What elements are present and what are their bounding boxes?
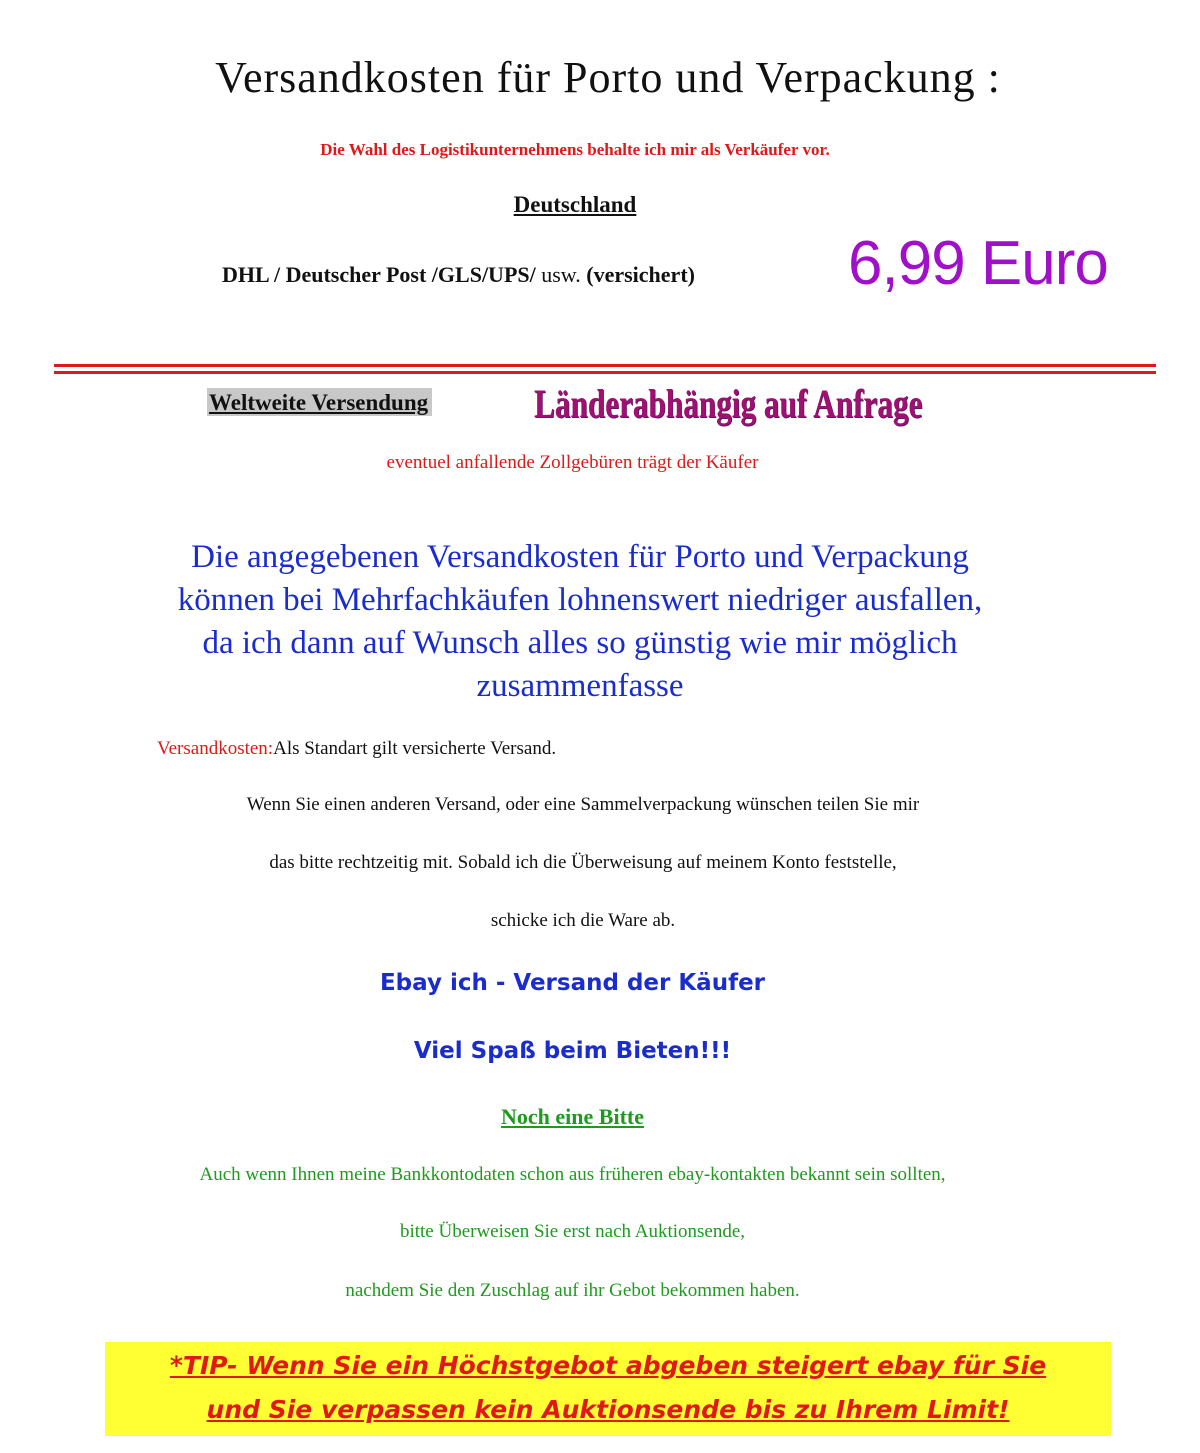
country-heading: Deutschland bbox=[513, 192, 637, 217]
request-line: nachdem Sie den Zuschlag auf ihr Gebot bekommen haben. bbox=[345, 1280, 800, 1301]
carriers-line bbox=[222, 262, 695, 288]
ebay-slogan: Ebay ich - Versand der Käufer bbox=[379, 970, 766, 996]
tip-line: *TIP- Wenn Sie ein Höchstgebot abgeben steigert ebay für Sie bbox=[169, 1351, 1047, 1380]
tip-line: und Sie verpassen kein Auktionsende bis zu Ihrem Limit! bbox=[206, 1395, 1010, 1424]
germany-price: 6,99 Euro bbox=[848, 229, 1108, 298]
body-line: das bitte rechtzeitig mit. Sobald ich die Überweisung auf meinem Konto feststelle, bbox=[269, 852, 897, 873]
worldwide-label: Weltweite Versendung bbox=[207, 388, 432, 416]
request-line: Auch wenn Ihnen meine Bankkontodaten schon aus früheren ebay-kontakten bekannt sein sollten, bbox=[199, 1164, 946, 1185]
combine-line: da ich dann auf Wunsch alles so günstig wie mir möglich bbox=[202, 625, 958, 661]
combine-line: können bei Mehrfachkäufen lohnenswert niedriger ausfallen, bbox=[177, 582, 983, 618]
combine-shipping-note bbox=[0, 536, 1160, 708]
combine-line: zusammenfasse bbox=[476, 668, 684, 704]
standard-shipping bbox=[157, 738, 556, 760]
page-title: Versandkosten für Porto und Verpackung : bbox=[215, 53, 1001, 102]
standard-label: Versandkosten: bbox=[157, 738, 274, 759]
worldwide-value: Länderabhängig auf Anfrage bbox=[534, 381, 923, 426]
request-line: bitte Überweisen Sie erst nach Auktionsende, bbox=[399, 1221, 746, 1242]
divider-top bbox=[54, 364, 1156, 367]
carriers-list: DHL / Deutscher Post /GLS/UPS/ bbox=[222, 262, 536, 287]
standard-text: Als Standart gilt versicherte Versand. bbox=[273, 738, 557, 759]
carriers-etc: usw. bbox=[535, 262, 587, 287]
fun-slogan: Viel Spaß beim Bieten!!! bbox=[413, 1038, 732, 1064]
customs-note: eventuel anfallende Zollgebüren trägt der Käufer bbox=[386, 452, 759, 473]
request-title: Noch eine Bitte bbox=[501, 1104, 644, 1129]
body-line: Wenn Sie einen anderen Versand, oder eine Sammelverpackung wünschen teilen Sie mir bbox=[246, 794, 920, 815]
body-line: schicke ich die Ware ab. bbox=[490, 910, 676, 931]
carriers-insured: (versichert) bbox=[586, 262, 695, 287]
combine-line: Die angegebenen Versandkosten für Porto und Verpackung bbox=[191, 539, 969, 575]
tip-banner bbox=[105, 1342, 1111, 1436]
seller-note: Die Wahl des Logistikunternehmens behalte ich mir als Verkäufer vor. bbox=[320, 140, 830, 159]
divider-bottom bbox=[54, 371, 1156, 374]
